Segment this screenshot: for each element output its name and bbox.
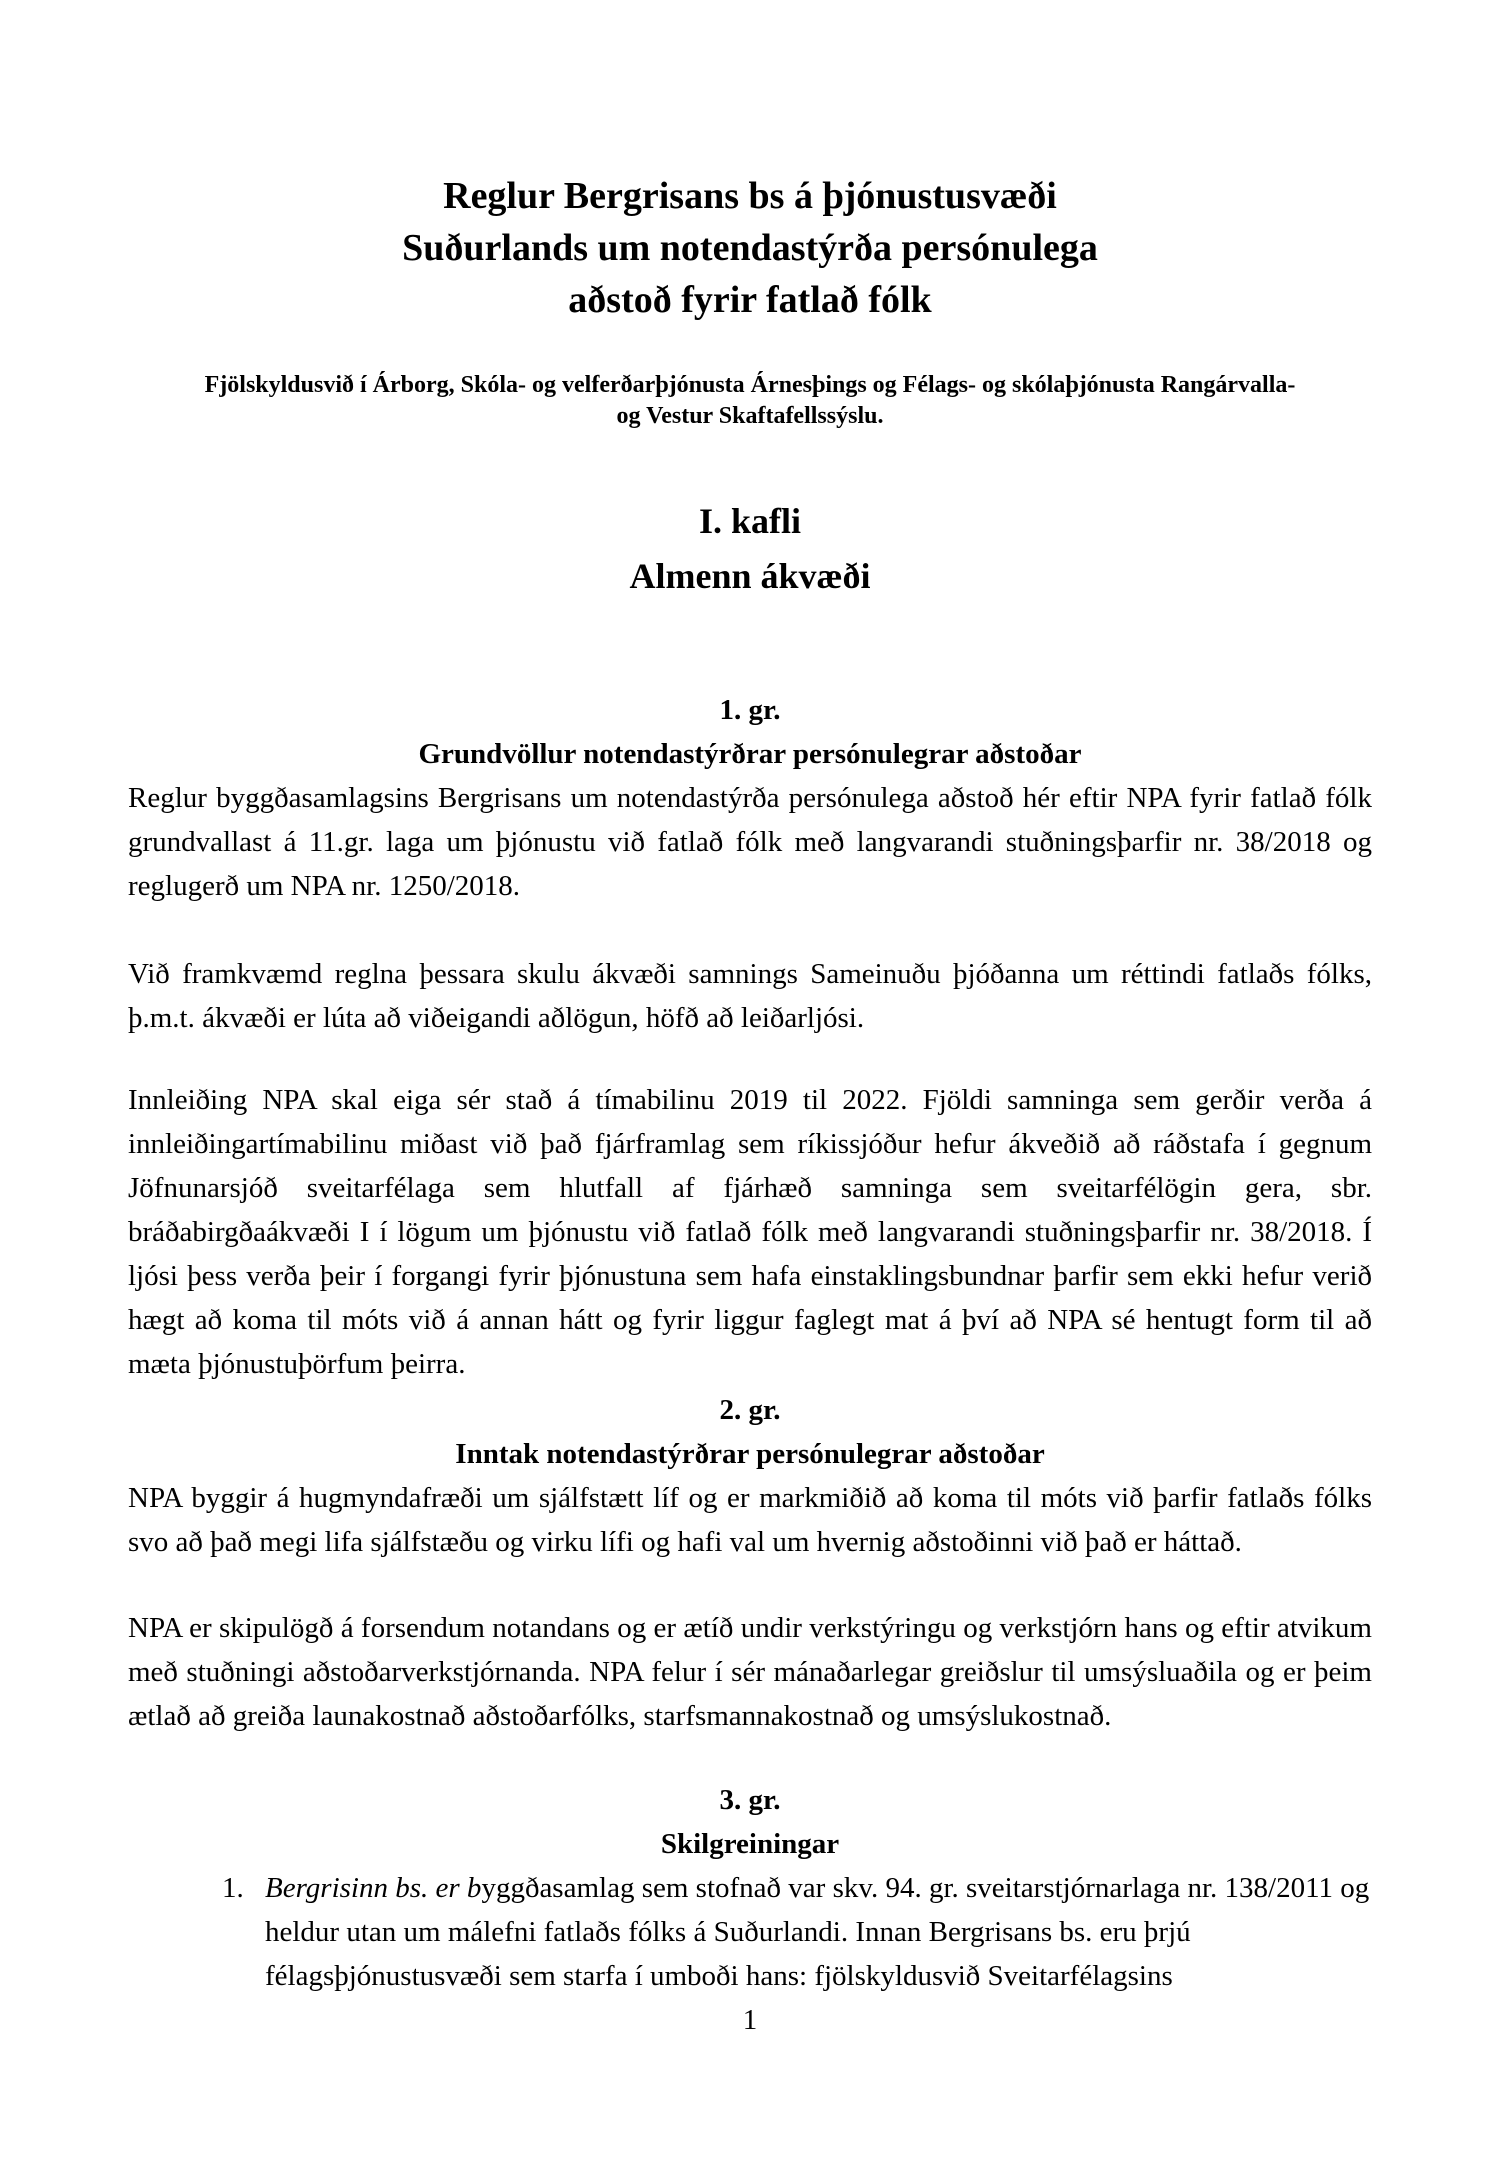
- section-1: [128, 688, 1372, 1386]
- section-1-title: Grundvöllur notendastýrðrar persónulegrar aðstoðar: [418, 738, 1082, 770]
- section-1-paragraph-1: Reglur byggðasamlagsins Bergrisans um notendastýrða persónulega aðstoð hér eftir NPA fyrir fatlað fólk grundvallast á 11.gr. laga um þjónustu við fatlað fólk með langvarandi stuðningsþarfir nr. 38/2018 og reglugerð um NPA nr. 1250/2018.: [128, 782, 1372, 902]
- section-2-paragraph-1: NPA byggir á hugmyndafræði um sjálfstætt líf og er markmiðið að koma til móts við þarfir fatlaðs fólks svo að það megi lifa sjálfstæðu og virku lífi og hafi val um hvernig aðstoðinni við það er háttað.: [128, 1482, 1372, 1558]
- document-title-line-2: Suðurlands um notendastýrða persónulega: [402, 227, 1098, 269]
- section-2-title: Inntak notendastýrðrar persónulegrar aðstoðar: [455, 1438, 1045, 1470]
- document-subtitle: [128, 370, 1372, 432]
- section-3-title: Skilgreiningar: [660, 1828, 840, 1860]
- list-item-marker: 1.: [222, 1872, 244, 1904]
- document-subtitle-line-1: Fjölskyldusvið í Árborg, Skóla- og velferðarþjónusta Árnesþings og Félags- og skólaþjónusta Rangárvalla-: [204, 372, 1296, 398]
- list-item: [128, 1866, 1372, 1998]
- section-3-number: 3. gr.: [719, 1784, 781, 1816]
- definitions-list: [128, 1866, 1372, 1998]
- list-item-lead-italic: Bergrisinn bs. er b: [265, 1872, 482, 1904]
- section-1-number: 1. gr.: [719, 694, 781, 726]
- section-1-paragraph-3: Innleiðing NPA skal eiga sér stað á tímabilinu 2019 til 2022. Fjöldi samninga sem gerðir verða á innleiðingartímabilinu miðast við það fjárframlag sem ríkissjóður hefur ákveðið að ráðstafa í gegnum Jöfnunarsjóð sveitarfélaga sem hlutfall af fjárhæð samninga sem sveitarfélögin gera, sbr. bráðabirgðaákvæði I í lögum um þjónustu við fatlað fólk með langvarandi stuðningsþarfir nr. 38/2018. Í ljósi þess verða þeir í forgangi fyrir þjónustuna sem hafa einstaklingsbundnar þarfir sem ekki hefur verið hægt að koma til móts við á annan hátt og fyrir liggur faglegt mat á því að NPA sé hentugt form til að mæta þjónustuþörfum þeirra.: [128, 1084, 1372, 1380]
- document-title: [128, 0, 1372, 326]
- chapter-heading: [128, 494, 1372, 604]
- document-title-line-1: Reglur Bergrisans bs á þjónustusvæði: [443, 175, 1057, 217]
- chapter-number: I. kafli: [698, 501, 802, 541]
- chapter-title: Almenn ákvæði: [629, 556, 871, 596]
- section-2-number: 2. gr.: [719, 1394, 781, 1426]
- page-number: 1: [742, 2004, 758, 2036]
- document-subtitle-line-2: og Vestur Skaftafellssýslu.: [616, 403, 884, 429]
- document-title-line-3: aðstoð fyrir fatlað fólk: [568, 279, 932, 321]
- section-1-paragraph-2: Við framkvæmd reglna þessara skulu ákvæði samnings Sameinuðu þjóðanna um réttindi fatlaðs fólks, þ.m.t. ákvæði er lúta að viðeigandi aðlögun, höfð að leiðarljósi.: [128, 958, 1372, 1034]
- section-2-paragraph-2: NPA er skipulögð á forsendum notandans og er ætíð undir verkstýringu og verkstjórn hans og eftir atvikum með stuðningi aðstoðarverkstjórnanda. NPA felur í sér mánaðarlegar greiðslur til umsýsluaðila og er þeim ætlað að greiða launakostnað aðstoðarfólks, starfsmannakostnað og umsýslukostnað.: [128, 1612, 1372, 1732]
- list-item-text: [265, 1866, 1372, 1998]
- section-2: [128, 1388, 1372, 1738]
- list-item-body: yggðasamlag sem stofnað var skv. 94. gr. sveitarstjórnarlaga nr. 138/2011 og heldur utan um málefni fatlaðs fólks á Suðurlandi. Innan Bergrisans bs. eru þrjú félagsþjónustusvæði sem starfa í umboði hans: fjölskyldusvið Sveitarfélagsins: [265, 1872, 1370, 1992]
- section-3: [128, 1778, 1372, 1998]
